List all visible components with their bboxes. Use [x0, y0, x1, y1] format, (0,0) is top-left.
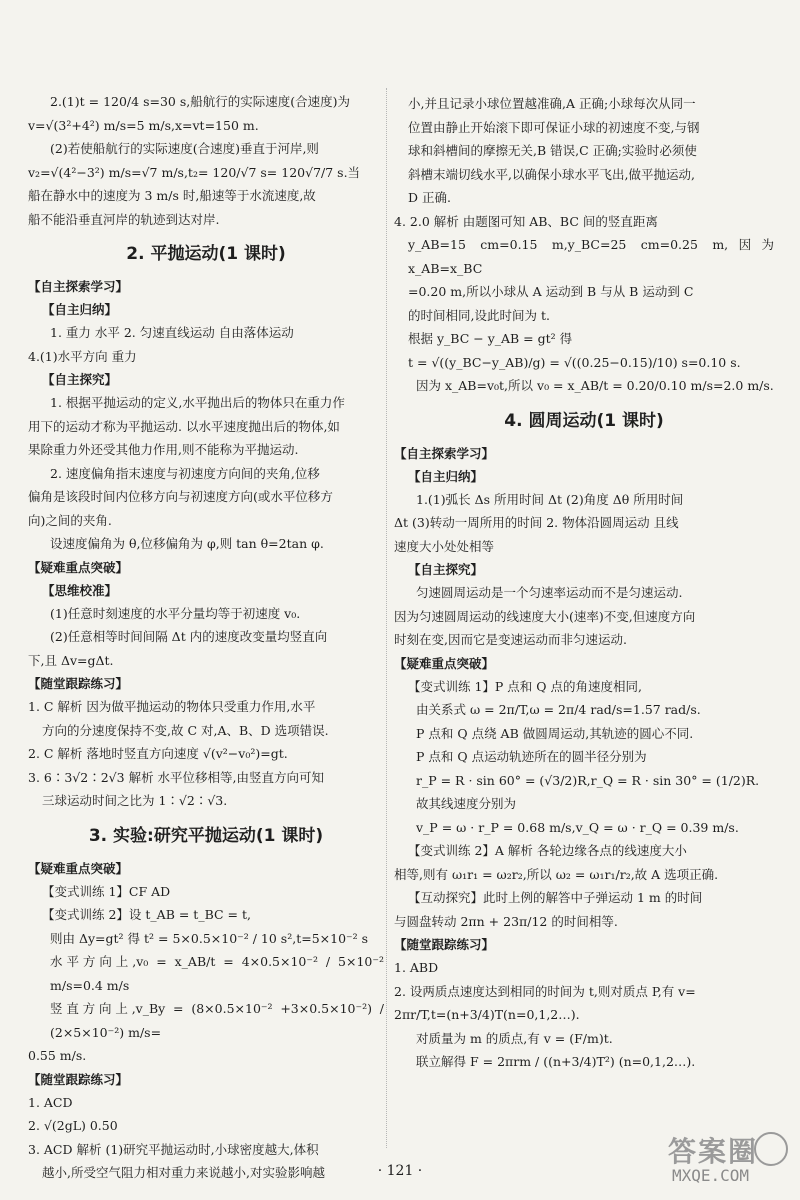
- watermark-url: MXQE.COM: [672, 1166, 750, 1185]
- text-line: 0.55 m/s.: [28, 1048, 87, 1063]
- text-line: Δt (3)转动一周所用的时间 2. 物体沿圆周运动 且线: [394, 515, 679, 530]
- text-line: r_P = R · sin 60° = (√3/2)R,r_Q = R · sin 30° = (1/2)R.: [416, 772, 760, 788]
- text-line: 位置由静止开始滚下即可保证小球的初速度不变,与钢: [408, 119, 700, 135]
- section-tag: 【自主探索学习】: [394, 445, 495, 461]
- section-tag: 【随堂跟踪练习】: [28, 676, 129, 691]
- column-divider: [386, 88, 387, 1148]
- text-line: t = √((y_BC−y_AB)/g) = √((0.25−0.15)/10) s=0.10 s.: [408, 354, 741, 370]
- section-tag: 【随堂跟踪练习】: [28, 1071, 129, 1087]
- text-line: 联立解得 F = 2πrm / ((n+3/4)T²) (n=0,1,2…).: [416, 1054, 696, 1069]
- text-line: 因为 x_AB=v₀t,所以 v₀ = x_AB/t = 0.20/0.10 m/s=2.0 m/s.: [416, 378, 774, 393]
- text-line: 竖直方向上,v_By = (8×0.5×10⁻² +3×0.5×10⁻²) / (2×5×10⁻²) m/s=: [50, 1001, 384, 1040]
- page-number: · 121 ·: [377, 1163, 423, 1179]
- text-line: 越小,所受空气阻力相对重力来说越小,对实验影响越: [42, 1165, 325, 1180]
- text-line: 的时间相同,设此时间为 t.: [408, 307, 550, 323]
- section-tag: 【疑难重点突破】: [28, 559, 129, 575]
- text-line: 【变式训练 2】A 解析 各轮边缘各点的线速度大小: [408, 843, 687, 858]
- section-subtag: 【思维校准】: [42, 582, 118, 598]
- text-line: 船在静水中的速度为 3 m/s 时,船速等于水流速度,故: [28, 188, 316, 203]
- watermark-text: 答案圈: [668, 1135, 759, 1168]
- text-line: 1.(1)弧长 Δs 所用时间 Δt (2)角度 Δθ 所用时间: [416, 491, 684, 507]
- watermark-ring-icon: [754, 1132, 788, 1166]
- text-line: 2. √(2gL) 0.50: [28, 1118, 118, 1133]
- text-line: 下,且 Δv=gΔt.: [28, 652, 114, 668]
- section-title-2: 2. 平抛运动(1 课时): [126, 244, 286, 264]
- section-tag: 【自主探索学习】: [28, 279, 129, 294]
- text-line: P 点和 Q 点绕 AB 做圆周运动,其轨迹的圆心不同.: [416, 725, 694, 741]
- section-tag: 【疑难重点突破】: [28, 860, 129, 876]
- text-line: v=√(3²+4²) m/s=5 m/s,x=vt=150 m.: [28, 117, 259, 133]
- left-column: [28, 90, 384, 1185]
- text-line: 则由 Δy=gt² 得 t² = 5×0.5×10⁻² / 10 s²,t=5×10⁻² s: [50, 930, 369, 946]
- text-line: 1. 根据平抛运动的定义,水平抛出后的物体只在重力作: [50, 395, 345, 410]
- text-line: 【互动探究】此时上例的解答中子弹运动 1 m 的时间: [408, 890, 703, 905]
- text-line: 3. 6∶3√2∶2√3 解析 水平位移相等,由竖直方向可知: [28, 769, 325, 785]
- text-line: 2. 设两质点速度达到相同的时间为 t,则对质点 P,有 v=: [394, 983, 696, 999]
- text-line: 2. C 解析 落地时竖直方向速度 √(v²−v₀²)=gt.: [28, 746, 288, 761]
- text-line: 对质量为 m 的质点,有 v = (F/m)t.: [416, 1030, 613, 1046]
- text-line: D 正确.: [408, 190, 451, 205]
- text-line: v₂=√(4²−3²) m/s=√7 m/s,t₂= 120/√7 s= 120√7/7 s.当: [28, 164, 361, 180]
- text-line: 1. ACD: [28, 1094, 73, 1110]
- section-tag: 【随堂跟踪练习】: [394, 937, 495, 952]
- text-line: 水平方向上,v₀ = x_AB/t = 4×0.5×10⁻² / 5×10⁻² m/s=0.4 m/s: [50, 954, 384, 993]
- section-title-4: 4. 圆周运动(1 课时): [504, 410, 664, 431]
- text-line: 偏角是该段时间内位移方向与初速度方向(或水平位移方: [28, 489, 333, 504]
- text-line: 匀速圆周运动是一个匀速率运动而不是匀速运动.: [416, 585, 683, 600]
- text-line: 向)之间的夹角.: [28, 512, 112, 528]
- text-line: 2πr/T,t=(n+3/4)T(n=0,1,2…).: [394, 1007, 580, 1022]
- text-line: 4.(1)水平方向 重力: [28, 348, 137, 364]
- text-line: P 点和 Q 点运动轨迹所在的圆半径分别为: [416, 749, 647, 764]
- text-line: 时刻在变,因而它是变速运动而非匀速运动.: [394, 632, 627, 647]
- text-line: (2)任意相等时间间隔 Δt 内的速度改变量均竖直向: [50, 629, 328, 644]
- text-line: 1. ABD: [394, 960, 439, 975]
- section-subtag: 【自主归纳】: [42, 302, 118, 317]
- section-tag: 【疑难重点突破】: [394, 655, 495, 671]
- text-line: 方向的分速度保持不变,故 C 对,A、B、D 选项错误.: [42, 722, 329, 738]
- section-subtag: 【自主探究】: [42, 372, 118, 387]
- text-line: v_P = ω · r_P = 0.68 m/s,v_Q = ω · r_Q = 0.39 m/s.: [416, 819, 739, 835]
- text-line: 设速度偏角为 θ,位移偏角为 φ,则 tan θ=2tan φ.: [50, 536, 324, 551]
- text-line: 2.(1)t = 120/4 s=30 s,船航行的实际速度(合速度)为: [50, 94, 350, 109]
- text-line: 由关系式 ω = 2π/T,ω = 2π/4 rad/s=1.57 rad/s.: [416, 702, 701, 717]
- watermark-logo: [668, 1130, 788, 1192]
- text-line: 故其线速度分别为: [416, 796, 517, 811]
- section-title-3: 3. 实验:研究平抛运动(1 课时): [88, 825, 324, 846]
- section-subtag: 【自主归纳】: [408, 468, 484, 484]
- text-line: 2. 速度偏角指末速度与初速度方向间的夹角,位移: [50, 465, 320, 481]
- right-column: [394, 92, 774, 1074]
- text-line: 船不能沿垂直河岸的轨迹到达对岸.: [28, 211, 220, 227]
- text-line: 【变式训练 1】CF AD: [42, 883, 171, 899]
- text-line: 4. 2.0 解析 由题图可知 AB、BC 间的竖直距离: [394, 213, 658, 229]
- text-line: (2)若使船航行的实际速度(合速度)垂直于河岸,则: [50, 141, 319, 156]
- text-line: 【变式训练 2】设 t_AB = t_BC = t,: [42, 907, 251, 922]
- text-line: 【变式训练 1】P 点和 Q 点的角速度相同,: [408, 678, 642, 694]
- text-line: 相等,则有 ω₁r₁ = ω₂r₂,所以 ω₂ = ω₁r₁/r₂,故 A 选项正确.: [394, 866, 719, 882]
- text-line: y_AB=15 cm=0.15 m,y_BC=25 cm=0.25 m,因为 x_AB=x_BC: [408, 237, 774, 276]
- text-line: 用下的运动才称为平抛运动. 以水平速度抛出后的物体,如: [28, 418, 340, 434]
- text-line: =0.20 m,所以小球从 A 运动到 B 与从 B 运动到 C: [408, 284, 694, 299]
- text-line: 果除重力外还受其他力作用,则不能称为平抛运动.: [28, 442, 299, 457]
- text-line: 速度大小处处相等: [394, 538, 495, 554]
- text-line: 小,并且记录小球位置越准确,A 正确;小球每次从同一: [408, 96, 696, 111]
- text-line: (1)任意时刻速度的水平分量均等于初速度 v₀.: [50, 605, 301, 621]
- text-line: 根据 y_BC − y_AB = gt² 得: [408, 331, 573, 346]
- text-line: 因为匀速圆周运动的线速度大小(速率)不变,但速度方向: [394, 608, 696, 624]
- text-line: 1. 重力 水平 2. 匀速直线运动 自由落体运动: [50, 325, 294, 340]
- text-line: 1. C 解析 因为做平抛运动的物体只受重力作用,水平: [28, 699, 316, 714]
- text-line: 斜槽末端切线水平,以确保小球水平飞出,做平抛运动,: [408, 166, 695, 182]
- text-line: 球和斜槽间的摩擦无关,B 错误,C 正确;实验时必须使: [408, 143, 697, 158]
- text-line: 与圆盘转动 2πn + 23π/12 的时间相等.: [394, 913, 618, 929]
- section-subtag: 【自主探究】: [408, 562, 484, 577]
- text-line: 3. ACD 解析 (1)研究平抛运动时,小球密度越大,体积: [28, 1141, 319, 1157]
- text-line: 三球运动时间之比为 1∶√2∶√3.: [42, 793, 228, 808]
